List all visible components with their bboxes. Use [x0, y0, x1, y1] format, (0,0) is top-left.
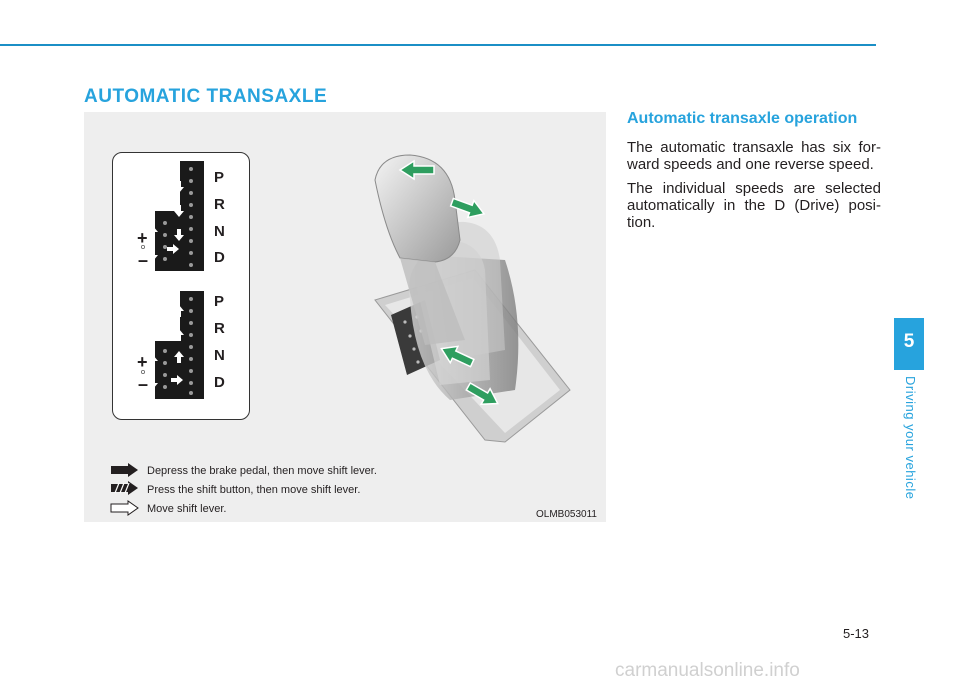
gate-1-plus: + [137, 228, 148, 248]
solid-arrow-icon [110, 462, 140, 478]
gate-1-p: P [214, 169, 225, 186]
figure-code: OLMB053011 [536, 509, 597, 520]
gate-2-p: P [214, 293, 225, 310]
outline-arrow-icon [110, 500, 140, 516]
section-title: AUTOMATIC TRANSAXLE [84, 86, 328, 107]
legend-hatched-text: Press the shift button, then move shift lever. [147, 484, 361, 496]
gate-1-d: D [214, 249, 225, 266]
shift-gate-panel [112, 152, 250, 420]
chapter-label: Driving your vehicle [903, 376, 918, 500]
gate-2-minus: – [138, 374, 149, 394]
paragraph-2: The individual speeds are selected automatically in the D (Drive) posi-tion. [627, 180, 881, 231]
gate-2-plus: + [137, 352, 148, 372]
gate-1-n: N [214, 223, 225, 240]
shift-lever-illustration [355, 150, 575, 450]
top-rule [0, 44, 876, 46]
paragraph-1: The automatic transaxle has six for-ward speeds and one reverse speed. [627, 139, 881, 173]
chapter-number: 5 [903, 331, 915, 352]
legend-outline-text: Move shift lever. [147, 503, 227, 515]
shift-gate-diagram [113, 153, 249, 419]
hatched-arrow-icon [110, 480, 140, 496]
subsection-heading: Automatic transaxle operation [627, 110, 858, 127]
gate-1-minus: – [138, 250, 149, 270]
watermark: carmanualsonline.info [615, 660, 800, 681]
page-number: 5-13 [843, 626, 870, 641]
gate-2-r: R [214, 320, 225, 337]
gate-1-r: R [214, 196, 225, 213]
gate-2-n: N [214, 347, 225, 364]
legend-solid-text: Depress the brake pedal, then move shift lever. [147, 465, 377, 477]
gate-2-d: D [214, 374, 225, 391]
